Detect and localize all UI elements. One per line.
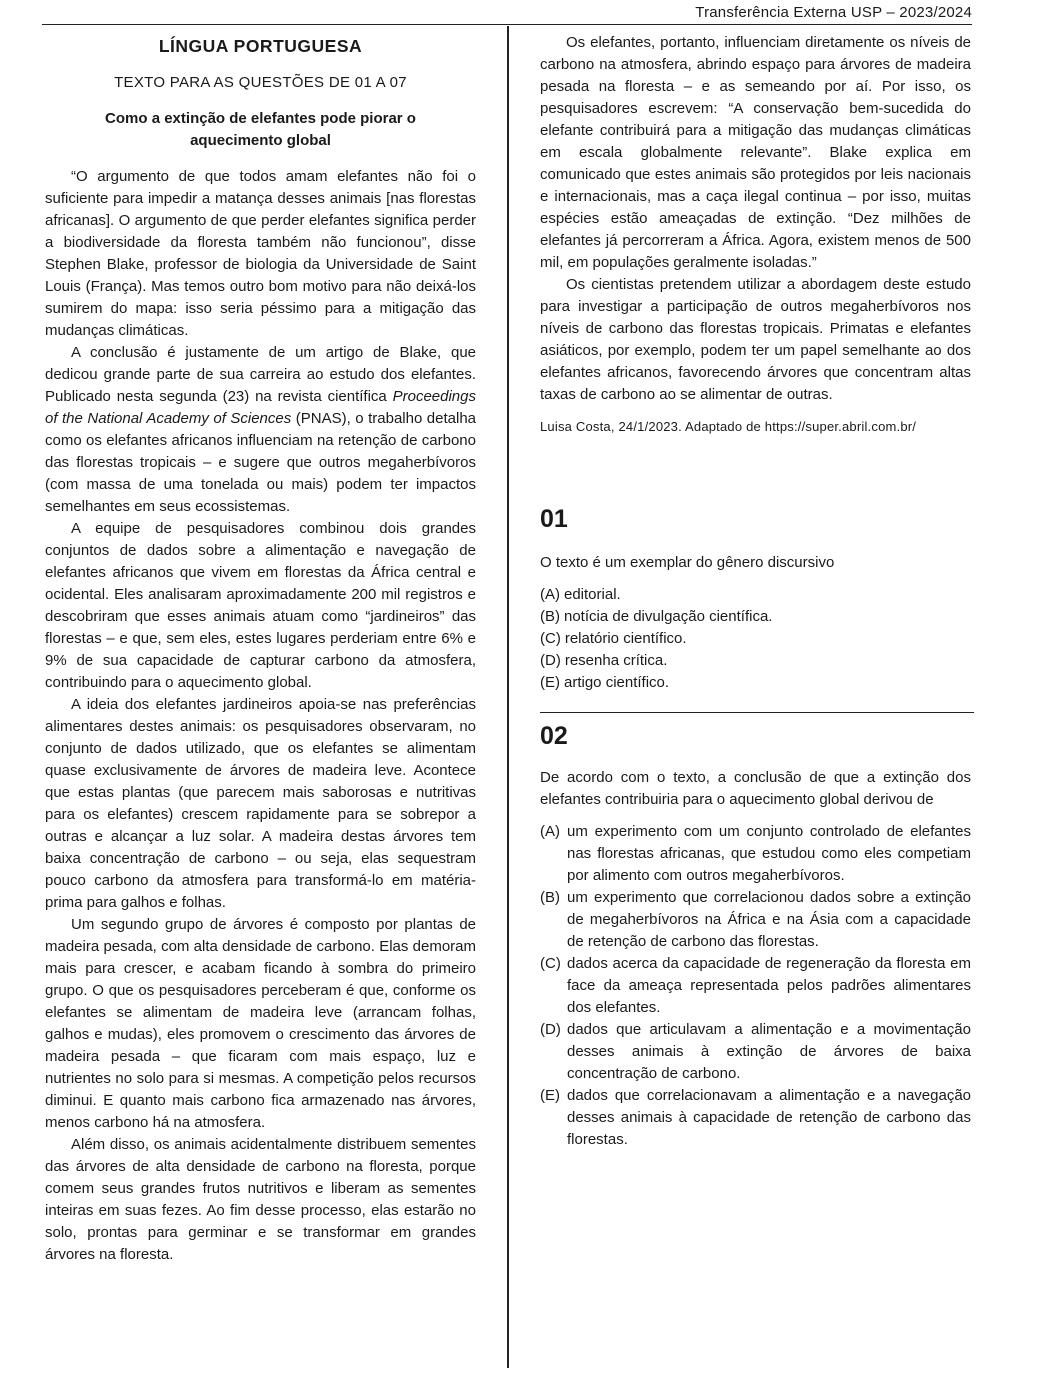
article-source: Luisa Costa, 24/1/2023. Adaptado de https://super.abril.com.br/: [540, 419, 917, 434]
option-letter: (C): [540, 955, 561, 972]
option-text: dados que correlacionavam a alimentação e a navegação desses animais à capacidade de retenção de carbono das florestas.: [567, 1087, 971, 1148]
option-letter: (E): [540, 674, 560, 691]
option-d[interactable]: [540, 1019, 971, 1085]
option-c[interactable]: [540, 628, 971, 650]
option-text: editorial.: [564, 586, 621, 603]
option-a[interactable]: [540, 821, 971, 887]
exam-header: Transferência Externa USP – 2023/2024: [695, 4, 972, 21]
option-text: um experimento que correlacionou dados sobre a extinção de megaherbívoros na África e na Ásia com a capacidade de retenção de carbono das florestas.: [567, 889, 971, 950]
option-letter: (B): [540, 608, 560, 625]
article-paragraph-7: Os elefantes, portanto, influenciam diretamente os níveis de carbono na atmosfera, abrindo espaço para árvores de madeira pesada na floresta – e as semeando por aí. Por isso, os pesquisadores escrevem: “A conservação bem-sucedida do elefante contribuirá para a mitigação das mudanças climáticas em escala globalmente relevante”. Blake explica em comunicado que estes animais são protegidos por leis nacionais e internacionais, mas a caça ilegal continua – por isso, muitas espécies estão ameaçadas de extinção. “Dez milhões de elefantes já percorreram a África. Agora, existem menos de 500 mil, em populações geralmente isoladas.”: [540, 34, 971, 271]
question-number: 02: [540, 722, 568, 750]
column-divider: [507, 26, 509, 1368]
option-b[interactable]: [540, 887, 971, 953]
question-stem: De acordo com o texto, a conclusão de que a extinção dos elefantes contribuiria para o aquecimento global derivou de: [540, 769, 971, 808]
option-letter: (D): [540, 1021, 561, 1038]
question-02: [540, 721, 971, 1151]
question-number: 01: [540, 505, 568, 533]
option-text: dados acerca da capacidade de regeneração da floresta em face da ameaça representada pelos padrões alimentares dos elefantes.: [567, 955, 971, 1016]
option-letter: (A): [540, 823, 560, 840]
option-c[interactable]: [540, 953, 971, 1019]
paragraph-2-text-b: (PNAS), o trabalho detalha como os elefantes africanos influenciam na retenção de carbono das florestas tropicais – e sugere que outros megaherbívoros (com massa de uma tonelada ou mais) podem ter impactos semelhantes em seus ecossistemas.: [45, 410, 477, 515]
option-letter: (E): [540, 1087, 560, 1104]
question-01: [540, 504, 971, 694]
option-letter: (C): [540, 630, 561, 647]
article-paragraph-1: “O argumento de que todos amam elefantes não foi o suficiente para impedir a matança desses animais [nas florestas africanas]. O argumento de que perder elefantes significa perder a biodiversidade da floresta também não funcionou”, disse Stephen Blake, professor de biologia da Universidade de Saint Louis (França). Mas temos outro bom motivo para não deixá-los sumirem do mapa: isso seria péssimo para a mitigação das mudanças climáticas.: [45, 168, 476, 339]
paragraph-2-text-a: A conclusão é justamente de um artigo de Blake, que dedicou grande parte de sua carreira ao estudo dos elefantes. Publicado nesta segunda (23) na revista científica: [45, 344, 476, 405]
article-paragraph-8: Os cientistas pretendem utilizar a abordagem deste estudo para investigar a participação de outros megaherbívoros nos níveis de carbono das florestas tropicais. Primatas e elefantes asiáticos, por exemplo, podem ter um papel semelhante ao dos elefantes africanos, favorecendo árvores que concentram altas taxas de carbono ao se alimentar de outras.: [540, 276, 971, 403]
article-paragraph-5: Um segundo grupo de árvores é composto por plantas de madeira pesada, com alta densidade de carbono. Elas demoram mais para crescer, e acabam ficando à sombra do primeiro grupo. O que os pesquisadores perceberam é que, conforme os elefantes se alimentam de madeira leve (arrancam folhas, galhos e mudas), eles promovem o crescimento das árvores de madeira pesada – que ficaram com mais espaço, luz e nutrientes no solo para si mesmas. A competição pelos recursos diminui. E quanto mais carbono fica armazenado nas árvores, menos carbono há na atmosfera.: [45, 916, 476, 1131]
option-text: um experimento com um conjunto controlado de elefantes nas florestas africanas, que estudou como eles competiam por alimento com outros megaherbívoros.: [567, 823, 971, 884]
option-a[interactable]: [540, 584, 971, 606]
article-paragraph-4: A ideia dos elefantes jardineiros apoia-se nas preferências alimentares destes animais: os pesquisadores observaram, no conjunto de dados utilizado, que os elefantes se alimentam quase exclusivamente de árvores de madeira leve. Acontece que estas plantas (que parecem mais saborosas e nutritivas para os elefantes) crescem rapidamente para se sobrepor a outras e alcançar a luz solar. A madeira destas árvores tem baixa concentração de carbono – ou seja, elas sequestram pouco carbono da atmosfera para transformá-lo em matéria-prima para galhos e folhas.: [45, 696, 476, 911]
option-e[interactable]: [540, 672, 971, 694]
option-b[interactable]: [540, 606, 971, 628]
article-title: Como a extinção de elefantes pode piorar o aquecimento global: [105, 110, 416, 149]
article-paragraph-6: Além disso, os animais acidentalmente distribuem sementes das árvores de alta densidade de carbono na floresta, porque comem seus grandes frutos nutritivos e liberam as sementes inteiras em suas fezes. Ao fim desse processo, elas estarão no solo, prontas para germinar e se transformar em grandes árvores na floresta.: [45, 1136, 476, 1263]
option-text: notícia de divulgação científica.: [564, 608, 773, 625]
article-paragraph-3: A equipe de pesquisadores combinou dois grandes conjuntos de dados sobre a alimentação e navegação de elefantes africanos que vivem em florestas da África central e ocidental. Eles analisaram aproximadamente 200 mil registros e descobriram que esses animais atuam como “jardineiros” das florestas – e que, sem eles, estes lugares perderiam entre 6% e 9% de sua capacidade de capturar carbono da atmosfera, contribuindo para o aquecimento global.: [45, 520, 476, 691]
option-text: artigo científico.: [564, 674, 670, 691]
section-title: LÍNGUA PORTUGUESA: [158, 36, 363, 56]
option-text: relatório científico.: [564, 630, 687, 647]
option-letter: (A): [540, 586, 560, 603]
article-paragraph-2: [45, 342, 476, 518]
option-e[interactable]: [540, 1085, 971, 1151]
option-letter: (D): [540, 652, 561, 669]
left-column: [45, 34, 476, 1266]
option-text: resenha crítica.: [564, 652, 668, 669]
option-text: dados que articulavam a alimentação e a movimentação desses animais à extinção de árvores de baixa concentração de carbono.: [567, 1021, 971, 1082]
section-subtitle: TEXTO PARA AS QUESTÕES DE 01 A 07: [114, 74, 407, 91]
option-d[interactable]: [540, 650, 971, 672]
header-rule: [42, 24, 972, 25]
option-letter: (B): [540, 889, 560, 906]
journal-name: Proceedings of the National Academy of Sciences: [45, 388, 476, 427]
question-stem: O texto é um exemplar do gênero discursivo: [540, 554, 835, 571]
right-column: [540, 32, 971, 1151]
